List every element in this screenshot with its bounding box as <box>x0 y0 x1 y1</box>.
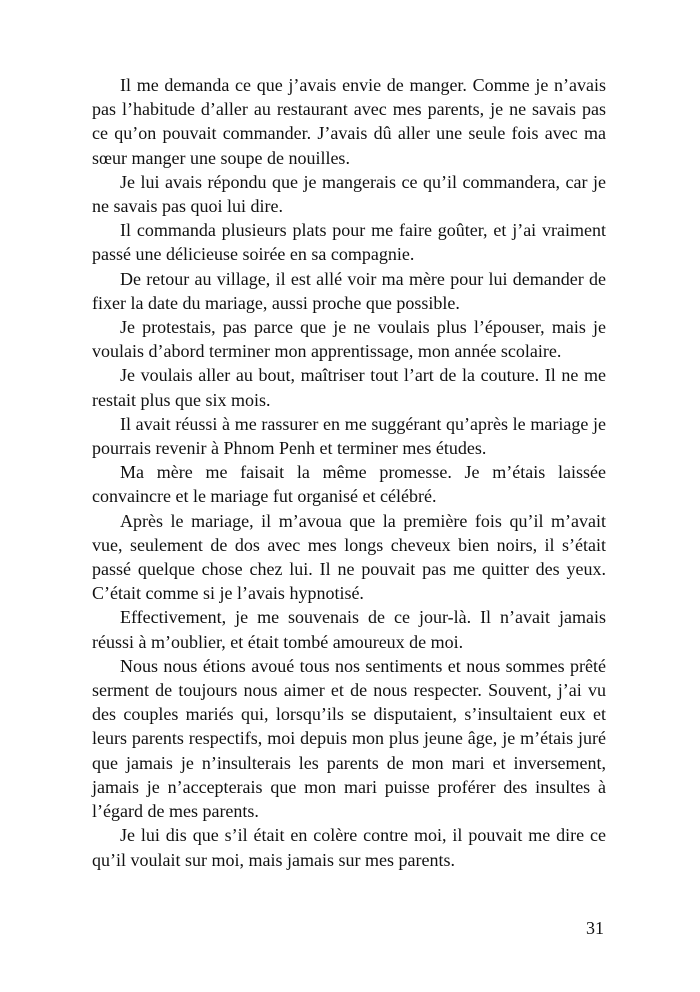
paragraph-7: Il avait réussi à me rassurer en me suggérant qu’après le mariage je pourrais revenir à Phnom Penh et terminer mes études. <box>92 413 606 459</box>
paragraph-10: Effectivement, je me souvenais de ce jour-là. Il n’avait jamais réussi à m’oublier, et était tombé amoureux de moi. <box>92 607 606 652</box>
paragraph-5: Je protestais, pas parce que je ne voulais plus l’épouser, mais je voulais d’abord terminer mon apprentissage, mon année scolaire. <box>92 317 606 362</box>
paragraph-11: Nous nous étions avoué tous nos sentiments et nous sommes prêté serment de toujours nous aimer et de nous respecter. Souvent, j’ai vu des couples mariés qui, lorsqu’ils se disputaient, s’insultaient eux et leurs parents respectifs, moi depuis mon plus jeune âge, je m’étais juré que jamais je n’insulterais les parents de mon mari et inversement, jamais je n’accepterais que mon mari puisse proférer des insultes à l’égard de mes parents. <box>92 655 606 822</box>
paragraph-1: Il me demanda ce que j’avais envie de manger. Comme je n’avais pas l’habitude d’aller au restaurant avec mes parents, je ne savais pas ce qu’on pouvait commander. J’avais dû aller une seule fois avec ma sœur manger une soupe de nouilles. <box>92 75 606 168</box>
paragraph-6: Je voulais aller au bout, maîtriser tout l’art de la couture. Il ne me restait plus que six mois. <box>92 365 606 410</box>
paragraph-8: Ma mère me faisait la même promesse. Je m’étais laissée convaincre et le mariage fut organisé et célébré. <box>92 462 606 507</box>
paragraph-12: Je lui dis que s’il était en colère contre moi, il pouvait me dire ce qu’il voulait sur moi, mais jamais sur mes parents. <box>92 825 606 870</box>
paragraph-4: De retour au village, il est allé voir ma mère pour lui demander de fixer la date du mariage, aussi proche que possible. <box>92 268 606 313</box>
paragraph-9: Après le mariage, il m’avoua que la première fois qu’il m’avait vue, seulement de dos avec mes longs cheveux bien noirs, il s’était passé quelque chose chez lui. Il ne pouvait pas me quitter des yeux. C’était comme si je l’avais hypnotisé. <box>92 510 606 604</box>
body-text <box>92 73 606 872</box>
paragraph-3: Il commanda plusieurs plats pour me faire goûter, et j’ai vraiment passé une délicieuse soirée en sa compagnie. <box>92 220 606 265</box>
paragraph-2: Je lui avais répondu que je mangerais ce qu’il commandera, car je ne savais pas quoi lui dire. <box>92 171 606 217</box>
page-number: 31 <box>586 918 604 938</box>
